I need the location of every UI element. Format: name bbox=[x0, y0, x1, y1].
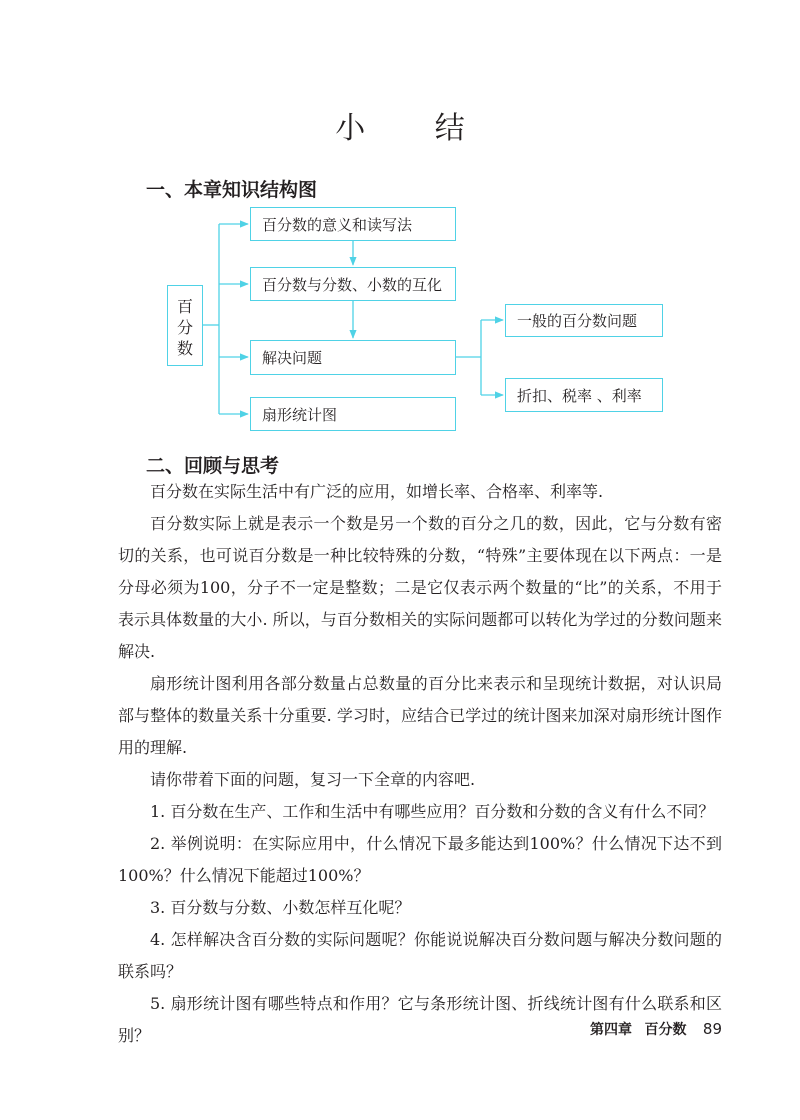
question-item: 3. 百分数与分数、小数怎样互化呢？ bbox=[150, 898, 411, 917]
page-footer bbox=[590, 1019, 722, 1039]
paragraph: 请你带着下面的问题，复习一下全章的内容吧. bbox=[150, 770, 476, 789]
diagram-box-problem-solving: 解决问题 bbox=[250, 340, 456, 375]
diagram-box-pie-chart: 扇形统计图 bbox=[250, 397, 456, 431]
diagram-root-box bbox=[167, 285, 203, 366]
root-char: 百 bbox=[176, 297, 193, 316]
question-item: 2. 举例说明：在实际应用中，什么情况下最多能达到100%？什么情况下达不到100%？什么情况下能超过100%？ bbox=[118, 834, 722, 885]
diagram-box-general-problems: 一般的百分数问题 bbox=[505, 304, 663, 337]
paragraph: 扇形统计图利用各部分数量占总数量的百分比来表示和呈现统计数据，对认识局部与整体的数量关系十分重要. 学习时，应结合已学过的统计图来加深对扇形统计图作用的理解. bbox=[118, 674, 722, 757]
paragraph: 百分数在实际生活中有广泛的应用，如增长率、合格率、利率等. bbox=[150, 482, 604, 501]
page-title: 小 结 bbox=[335, 111, 495, 146]
footer-book-title: 百分数 bbox=[644, 1022, 687, 1038]
section-heading-review: 二、回顾与思考 bbox=[146, 455, 280, 477]
diagram-box-meaning: 百分数的意义和读写法 bbox=[250, 207, 456, 241]
question-item: 4. 怎样解决含百分数的实际问题呢？你能说说解决百分数问题与解决分数问题的联系吗？ bbox=[118, 930, 722, 981]
diagram-box-conversion: 百分数与分数、小数的互化 bbox=[250, 267, 456, 301]
review-body bbox=[118, 476, 722, 1052]
diagram-box-discount-tax-interest: 折扣、税率 、利率 bbox=[505, 378, 663, 412]
root-char: 数 bbox=[176, 339, 193, 358]
paragraph: 百分数实际上就是表示一个数是另一个数的百分之几的数，因此，它与分数有密切的关系，也可说百分数是一种比较特殊的分数，“特殊”主要体现在以下两点：一是分母必须为100，分子不一定是整数；二是它仅表示两个数量的“比”的关系，不用于表示具体数量的大小. 所以，与百分数相关的实际问题都可以转化为学过的分数问题来解决. bbox=[118, 514, 722, 661]
question-item: 1. 百分数在生产、工作和生活中有哪些应用？百分数和分数的含义有什么不同？ bbox=[150, 802, 715, 821]
root-char: 分 bbox=[176, 318, 193, 337]
section-heading-structure: 一、本章知识结构图 bbox=[146, 179, 318, 201]
question-item: 5. 扇形统计图有哪些特点和作用？它与条形统计图、折线统计图有什么联系和区别？ bbox=[118, 994, 722, 1045]
footer-chapter: 第四章 bbox=[590, 1022, 632, 1038]
page-number: 89 bbox=[702, 1020, 722, 1038]
